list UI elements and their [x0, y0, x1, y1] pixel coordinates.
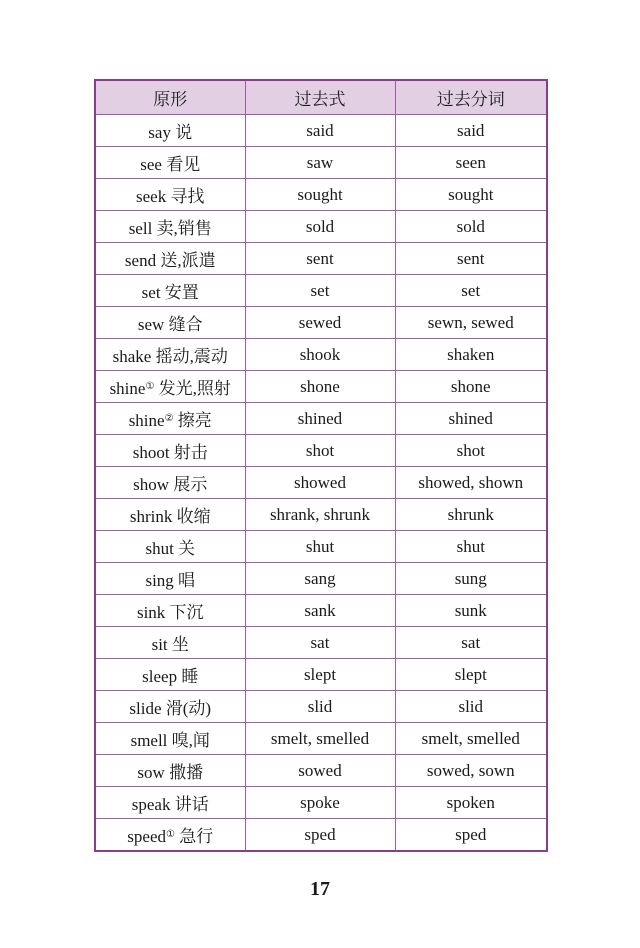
cell-past-tense: shook: [245, 339, 395, 371]
cell-past-participle: seen: [395, 147, 547, 179]
table-row: [95, 627, 547, 659]
cell-base-form: [95, 243, 245, 275]
cell-base-form: [95, 275, 245, 307]
header-base-form: 原形: [95, 80, 245, 115]
meaning-text: 擦亮: [173, 411, 212, 430]
cell-past-tense: smelt, smelled: [245, 723, 395, 755]
table-row: [95, 595, 547, 627]
cell-base-form: [95, 723, 245, 755]
cell-base-form: [95, 595, 245, 627]
cell-past-participle: sped: [395, 819, 547, 852]
cell-past-tense: shrank, shrunk: [245, 499, 395, 531]
base-form-text: shine: [128, 411, 165, 430]
base-form-text: sleep 睡: [142, 667, 199, 686]
cell-base-form: [95, 371, 245, 403]
table-row: [95, 179, 547, 211]
cell-past-tense: saw: [245, 147, 395, 179]
cell-base-form: [95, 627, 245, 659]
cell-past-participle: shrunk: [395, 499, 547, 531]
table-row: [95, 723, 547, 755]
base-form-text: slide 滑(动): [129, 699, 212, 718]
footnote-marker: ①: [166, 829, 175, 840]
cell-past-participle: sowed, sown: [395, 755, 547, 787]
cell-past-participle: said: [395, 115, 547, 147]
cell-past-tense: slept: [245, 659, 395, 691]
table-row: [95, 371, 547, 403]
cell-past-tense: spoke: [245, 787, 395, 819]
cell-past-participle: shut: [395, 531, 547, 563]
meaning-text: 急行: [174, 827, 214, 846]
cell-past-participle: shaken: [395, 339, 547, 371]
cell-base-form: [95, 435, 245, 467]
table-row: [95, 435, 547, 467]
table-row: [95, 211, 547, 243]
table-row: [95, 755, 547, 787]
cell-past-tense: showed: [245, 467, 395, 499]
cell-past-tense: sped: [245, 819, 395, 852]
base-form-text: sink 下沉: [136, 603, 204, 622]
base-form-text: sit 坐: [151, 635, 189, 654]
cell-past-tense: slid: [245, 691, 395, 723]
base-form-text: shake 摇动,震动: [112, 347, 228, 366]
cell-past-tense: sewed: [245, 307, 395, 339]
table-row: [95, 691, 547, 723]
cell-past-tense: shot: [245, 435, 395, 467]
table-row: [95, 787, 547, 819]
table-row: [95, 115, 547, 147]
cell-past-participle: sewn, sewed: [395, 307, 547, 339]
cell-past-participle: sat: [395, 627, 547, 659]
cell-past-participle: slept: [395, 659, 547, 691]
cell-past-participle: sent: [395, 243, 547, 275]
table-row: [95, 307, 547, 339]
footnote-marker: ②: [164, 413, 174, 424]
base-form-text: shoot 射击: [132, 443, 208, 462]
table-row: [95, 339, 547, 371]
table-row: [95, 563, 547, 595]
cell-past-tense: sang: [245, 563, 395, 595]
base-form-text: show 展示: [133, 475, 208, 494]
footnote-marker: ①: [145, 381, 155, 392]
meaning-text: 发光,照射: [154, 379, 231, 398]
table-row: [95, 659, 547, 691]
cell-past-participle: shined: [395, 403, 547, 435]
header-past-participle: 过去分词: [395, 80, 547, 115]
cell-past-participle: spoken: [395, 787, 547, 819]
cell-past-tense: sat: [245, 627, 395, 659]
cell-base-form: [95, 691, 245, 723]
base-form-text: shine: [109, 379, 146, 398]
table-row: [95, 403, 547, 435]
cell-base-form: [95, 787, 245, 819]
base-form-text: shrink 收缩: [129, 507, 211, 526]
base-form-text: sing 唱: [145, 571, 196, 590]
base-form-text: sell 卖,销售: [128, 219, 212, 238]
cell-past-participle: sought: [395, 179, 547, 211]
cell-base-form: [95, 531, 245, 563]
cell-base-form: [95, 179, 245, 211]
base-form-text: send 送,派遣: [124, 251, 216, 270]
cell-past-tense: said: [245, 115, 395, 147]
table-row: [95, 243, 547, 275]
cell-base-form: [95, 755, 245, 787]
irregular-verb-table: [94, 79, 548, 852]
cell-base-form: [95, 147, 245, 179]
table-header-row: [95, 80, 547, 115]
cell-past-tense: shut: [245, 531, 395, 563]
cell-base-form: [95, 339, 245, 371]
cell-past-tense: shone: [245, 371, 395, 403]
base-form-text: say 说: [148, 123, 193, 142]
cell-past-tense: sank: [245, 595, 395, 627]
cell-base-form: [95, 115, 245, 147]
page-number: 17: [310, 878, 330, 900]
cell-base-form: [95, 499, 245, 531]
cell-past-tense: set: [245, 275, 395, 307]
cell-base-form: [95, 403, 245, 435]
cell-base-form: [95, 819, 245, 852]
cell-base-form: [95, 563, 245, 595]
table-row: [95, 499, 547, 531]
table-row: [95, 275, 547, 307]
table-row: [95, 467, 547, 499]
cell-past-participle: slid: [395, 691, 547, 723]
cell-past-participle: showed, shown: [395, 467, 547, 499]
cell-past-participle: sold: [395, 211, 547, 243]
cell-base-form: [95, 307, 245, 339]
cell-past-participle: shot: [395, 435, 547, 467]
cell-past-participle: sunk: [395, 595, 547, 627]
base-form-text: see 看见: [140, 155, 201, 174]
base-form-text: speak 讲话: [131, 795, 209, 814]
base-form-text: speed: [127, 827, 166, 846]
base-form-text: sow 撒播: [137, 763, 204, 782]
base-form-text: smell 嗅,闻: [130, 731, 210, 750]
cell-past-tense: sent: [245, 243, 395, 275]
cell-past-participle: shone: [395, 371, 547, 403]
table-body: [95, 115, 547, 852]
table-row: [95, 819, 547, 852]
base-form-text: sew 缝合: [137, 315, 203, 334]
table-row: [95, 147, 547, 179]
cell-base-form: [95, 211, 245, 243]
cell-past-tense: shined: [245, 403, 395, 435]
cell-base-form: [95, 659, 245, 691]
cell-past-tense: sought: [245, 179, 395, 211]
cell-past-participle: set: [395, 275, 547, 307]
base-form-text: seek 寻找: [136, 187, 205, 206]
cell-past-tense: sowed: [245, 755, 395, 787]
cell-base-form: [95, 467, 245, 499]
table-row: [95, 531, 547, 563]
cell-past-participle: smelt, smelled: [395, 723, 547, 755]
base-form-text: set 安置: [141, 283, 199, 302]
cell-past-tense: sold: [245, 211, 395, 243]
base-form-text: shut 关: [145, 539, 196, 558]
header-past-tense: 过去式: [245, 80, 395, 115]
cell-past-participle: sung: [395, 563, 547, 595]
